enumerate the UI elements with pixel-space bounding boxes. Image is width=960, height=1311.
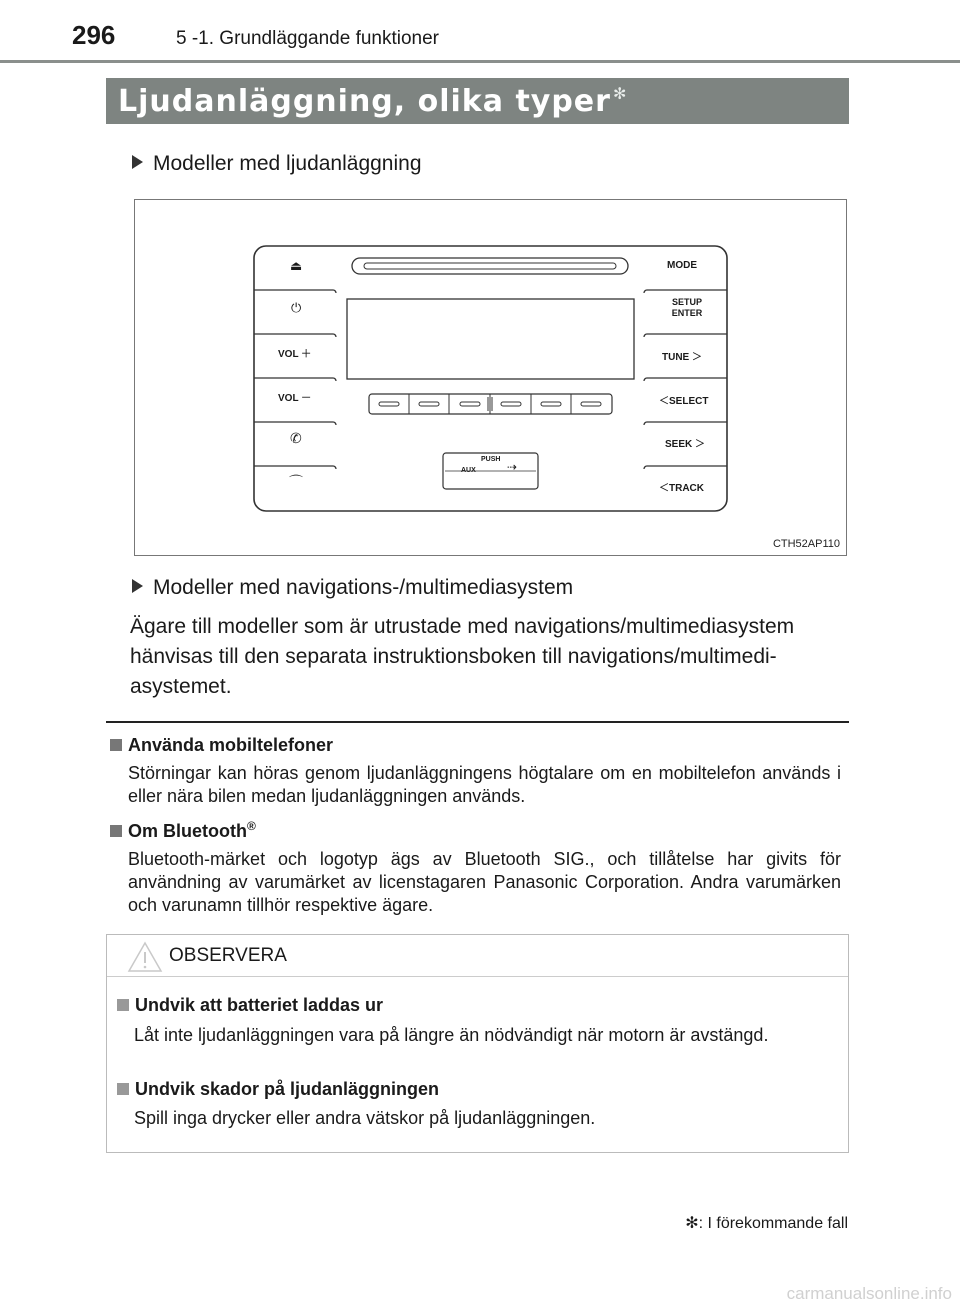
figure-code: CTH52AP110 — [772, 538, 840, 550]
watermark: carmanualsonline.info — [786, 1284, 952, 1303]
header-rule — [0, 60, 960, 63]
notice-header — [107, 935, 848, 977]
square-bullet-icon — [110, 739, 122, 751]
section-title-text: Ljudanläggning, olika typer — [118, 84, 611, 119]
notice-item2-text: Spill inga drycker eller andra vätskor på ljudanläggningen. — [134, 1108, 596, 1128]
square-bullet-icon — [117, 1083, 129, 1095]
notice-item1-heading — [117, 995, 383, 1016]
note-bluetooth-heading — [110, 819, 256, 842]
chapter-title: 5 -1. Grundläggande funktioner — [176, 28, 440, 49]
audio-unit-drawing — [135, 200, 846, 555]
triangle-bullet-icon — [132, 579, 143, 593]
push-label: PUSH — [481, 456, 501, 463]
aux-label: AUX — [461, 467, 476, 474]
vol-down-label: VOL － — [278, 393, 312, 404]
notice-item2-title: Undvik skador på ljudanläggningen — [135, 1079, 440, 1099]
bullet-nav-models — [132, 576, 573, 600]
phone-hangup-icon: ⌒ — [289, 474, 303, 490]
setup-enter-label: SETUP ENTER — [671, 297, 703, 318]
eject-icon: ⏏ — [290, 258, 303, 273]
page-number: 296 — [72, 20, 116, 50]
note-phones-text: Störningar kan höras genom ljudanläggningens högtalare om en mobiltelefon används i eller nära bilen medan ljudanläggningen används. — [128, 763, 841, 806]
square-bullet-icon — [110, 825, 122, 837]
seek-label: SEEK ＞ — [665, 439, 706, 450]
phone-pickup-icon: ✆ — [290, 430, 302, 446]
footnote: ✻: I förekommande fall — [685, 1215, 848, 1232]
notice-label: OBSERVERA — [169, 945, 287, 966]
body-paragraph: Ägare till modeller som är utrustade med navigations/multimediasystem hänvisas till den separata instruktionsboken till navigations/multimedi-asystemet. — [130, 615, 795, 698]
optional-marker-icon: ✻ — [612, 84, 628, 103]
note-bluetooth-title: Om Bluetooth — [128, 821, 247, 841]
square-bullet-icon — [117, 999, 129, 1011]
bullet-audio-models-text: Modeller med ljudanläggning — [153, 152, 422, 175]
note-phones-title: Använda mobiltelefoner — [128, 735, 334, 755]
note-bluetooth-text: Bluetooth-märket och logotyp ägs av Bluetooth SIG., och tillåtelse har givits för användning av varumärket av licenstagaren Panasonic Corporation. Andra varumärken och varunamn tillhör respektive ägare. — [128, 849, 841, 915]
note-phones-heading — [110, 735, 333, 756]
mode-label: MODE — [667, 260, 697, 271]
tune-label: TUNE ＞ — [662, 352, 702, 363]
usb-icon: ⇢ — [507, 460, 518, 474]
notice-item1-text: Låt inte ljudanläggningen vara på längre än nödvändigt när motorn är avstängd. — [134, 1025, 769, 1045]
bullet-nav-models-text: Modeller med navigations-/multimediasystem — [153, 576, 574, 599]
notice-item2-heading — [117, 1079, 439, 1100]
select-label: ＜SELECT — [659, 396, 709, 407]
notice-item1-title: Undvik att batteriet laddas ur — [135, 995, 384, 1015]
audio-unit-illustration — [134, 199, 847, 556]
registered-mark: ® — [247, 819, 256, 833]
bullet-audio-models — [132, 152, 422, 176]
track-label: ＜TRACK — [659, 483, 704, 494]
power-icon: ⏻ — [291, 300, 302, 315]
notice-box — [106, 934, 849, 1153]
triangle-bullet-icon — [132, 155, 143, 169]
section-rule — [106, 721, 849, 723]
vol-up-label: VOL ＋ — [278, 349, 312, 360]
warning-triangle-icon — [127, 941, 163, 973]
section-title-bar — [106, 78, 849, 124]
section-title — [118, 84, 627, 119]
